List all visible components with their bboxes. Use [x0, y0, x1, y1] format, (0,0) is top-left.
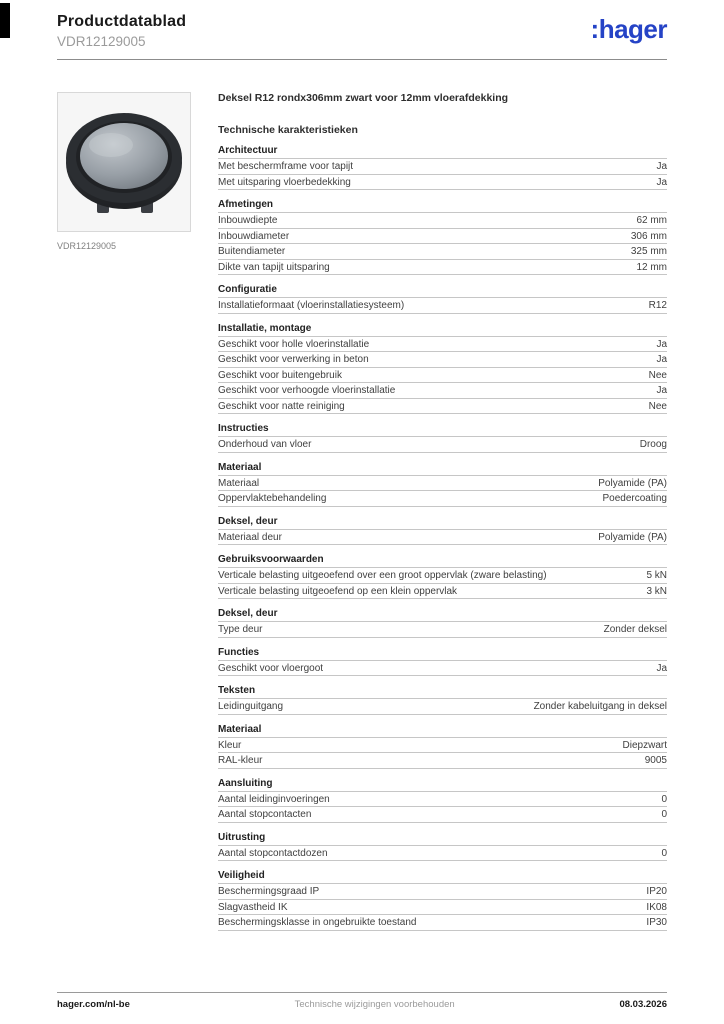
spec-label: Aantal stopcontacten: [218, 809, 312, 821]
spec-value: 12 mm: [636, 261, 667, 273]
spec-section: [218, 684, 667, 715]
spec-section-heading: Deksel, deur: [218, 515, 667, 530]
spec-value: Poedercoating: [602, 493, 667, 505]
spec-row: [218, 298, 667, 314]
hager-logo: :hager: [590, 14, 667, 44]
spec-section-heading: Configuratie: [218, 283, 667, 298]
spec-label: Slagvastheid IK: [218, 901, 288, 913]
spec-row: [218, 476, 667, 492]
spec-value: IP30: [646, 917, 667, 929]
spec-row: [218, 530, 667, 546]
tech-characteristics-title: Technische karakteristieken: [218, 124, 358, 137]
spec-row: [218, 213, 667, 229]
spec-section-heading: Materiaal: [218, 461, 667, 476]
spec-label: Beschermingsgraad IP: [218, 886, 320, 898]
spec-section-heading: Instructies: [218, 422, 667, 437]
spec-value: 62 mm: [636, 215, 667, 227]
spec-row: [218, 807, 667, 823]
spec-row: [218, 622, 667, 638]
spec-label: Geschikt voor holle vloerinstallatie: [218, 338, 370, 350]
spec-label: Met uitsparing vloerbedekking: [218, 176, 351, 188]
spec-label: Kleur: [218, 739, 242, 751]
footer-date: 08.03.2026: [619, 999, 667, 1010]
spec-row: [218, 846, 667, 862]
footer-disclaimer: Technische wijzigingen voorbehouden: [294, 999, 455, 1010]
spec-label: Verticale belasting uitgeoefend op een klein oppervlak: [218, 585, 458, 597]
page-corner-mark: [0, 3, 10, 38]
spec-value: 0: [661, 809, 667, 821]
spec-label: Onderhoud van vloer: [218, 439, 312, 451]
spec-row: [218, 159, 667, 175]
spec-section-heading: Architectuur: [218, 144, 667, 159]
spec-row: [218, 699, 667, 715]
spec-row: [218, 792, 667, 808]
spec-section-heading: Uitrusting: [218, 831, 667, 846]
spec-section: [218, 777, 667, 823]
spec-row: [218, 491, 667, 507]
spec-value: Ja: [656, 338, 667, 350]
spec-section-heading: Aansluiting: [218, 777, 667, 792]
spec-row: [218, 260, 667, 276]
spec-row: [218, 175, 667, 191]
spec-row: [218, 337, 667, 353]
spec-row: [218, 568, 667, 584]
product-image-frame: [57, 92, 191, 232]
spec-label: Dikte van tapijt uitsparing: [218, 261, 330, 273]
spec-label: Met beschermframe voor tapijt: [218, 161, 354, 173]
spec-value: 3 kN: [646, 585, 667, 597]
spec-value: 325 mm: [630, 246, 667, 258]
spec-value: Ja: [656, 385, 667, 397]
spec-section: [218, 607, 667, 638]
spec-label: Geschikt voor verwerking in beton: [218, 354, 369, 366]
product-image-caption: VDR12129005: [57, 241, 117, 251]
spec-label: Geschikt voor verhoogde vloerinstallatie: [218, 385, 396, 397]
spec-row: [218, 399, 667, 415]
spec-label: Geschikt voor vloergoot: [218, 662, 324, 674]
spec-label: RAL-kleur: [218, 755, 263, 767]
product-image: [59, 99, 189, 225]
spec-value: Nee: [648, 400, 667, 412]
spec-column: [218, 92, 667, 931]
spec-value: IK08: [646, 901, 667, 913]
spec-value: Zonder deksel: [603, 624, 667, 636]
spec-section: [218, 198, 667, 275]
spec-section-heading: Gebruiksvoorwaarden: [218, 553, 667, 568]
spec-row: [218, 900, 667, 916]
spec-value: Ja: [656, 662, 667, 674]
spec-section-heading: Functies: [218, 646, 667, 661]
spec-label: Oppervlaktebehandeling: [218, 493, 327, 505]
spec-label: Geschikt voor natte reiniging: [218, 400, 345, 412]
product-title: Deksel R12 rondx306mm zwart voor 12mm vloerafdekking: [218, 92, 509, 104]
spec-value: Ja: [656, 161, 667, 173]
spec-section-heading: Veiligheid: [218, 869, 667, 884]
spec-section: [218, 461, 667, 507]
spec-row: [218, 229, 667, 245]
spec-value: IP20: [646, 886, 667, 898]
product-code: VDR12129005: [57, 34, 146, 49]
spec-sections: [218, 144, 667, 931]
spec-section: [218, 283, 667, 314]
spec-label: Materiaal: [218, 477, 260, 489]
spec-section: [218, 553, 667, 599]
spec-row: [218, 884, 667, 900]
spec-row: [218, 753, 667, 769]
product-image-column: [57, 92, 218, 931]
spec-label: Geschikt voor buitengebruik: [218, 369, 342, 381]
spec-section: [218, 322, 667, 415]
spec-label: Materiaal deur: [218, 531, 282, 543]
spec-row: [218, 661, 667, 677]
spec-label: Aantal stopcontactdozen: [218, 847, 328, 859]
spec-section-heading: Teksten: [218, 684, 667, 699]
spec-value: Droog: [639, 439, 667, 451]
spec-label: Buitendiameter: [218, 246, 286, 258]
spec-label: Leidinguitgang: [218, 701, 284, 713]
spec-row: [218, 437, 667, 453]
spec-value: Polyamide (PA): [598, 477, 667, 489]
spec-row: [218, 915, 667, 931]
spec-label: Inbouwdiameter: [218, 230, 290, 242]
spec-row: [218, 738, 667, 754]
spec-row: [218, 352, 667, 368]
spec-section: [218, 422, 667, 453]
spec-section: [218, 831, 667, 862]
main-content: [57, 92, 667, 931]
spec-label: Type deur: [218, 624, 263, 636]
spec-section-heading: Afmetingen: [218, 198, 667, 213]
spec-section-heading: Deksel, deur: [218, 607, 667, 622]
spec-value: R12: [648, 300, 667, 312]
spec-label: Verticale belasting uitgeoefend over een groot oppervlak (zware belasting): [218, 570, 547, 582]
spec-section: [218, 646, 667, 677]
spec-value: 306 mm: [630, 230, 667, 242]
spec-label: Beschermingsklasse in ongebruikte toestand: [218, 917, 417, 929]
spec-value: 0: [661, 793, 667, 805]
spec-section: [218, 723, 667, 769]
spec-value: Zonder kabeluitgang in deksel: [533, 701, 667, 713]
spec-section: [218, 869, 667, 931]
spec-section: [218, 144, 667, 190]
page-footer: [57, 992, 667, 1010]
spec-row: [218, 584, 667, 600]
spec-value: 5 kN: [646, 570, 667, 582]
spec-row: [218, 244, 667, 260]
spec-value: 9005: [644, 755, 667, 767]
spec-value: Polyamide (PA): [598, 531, 667, 543]
spec-value: Nee: [648, 369, 667, 381]
document-title: Productdatablad: [57, 13, 187, 30]
spec-value: 0: [661, 847, 667, 859]
spec-value: Ja: [656, 176, 667, 188]
spec-value: Diepzwart: [622, 739, 667, 751]
spec-row: [218, 368, 667, 384]
spec-label: Installatieformaat (vloerinstallatiesysteem): [218, 300, 405, 312]
spec-label: Aantal leidinginvoeringen: [218, 793, 330, 805]
spec-section: [218, 515, 667, 546]
spec-label: Inbouwdiepte: [218, 215, 278, 227]
page-header: [57, 0, 667, 60]
footer-website: hager.com/nl-be: [57, 999, 130, 1010]
spec-row: [218, 383, 667, 399]
spec-value: Ja: [656, 354, 667, 366]
spec-section-heading: Installatie, montage: [218, 322, 667, 337]
spec-section-heading: Materiaal: [218, 723, 667, 738]
